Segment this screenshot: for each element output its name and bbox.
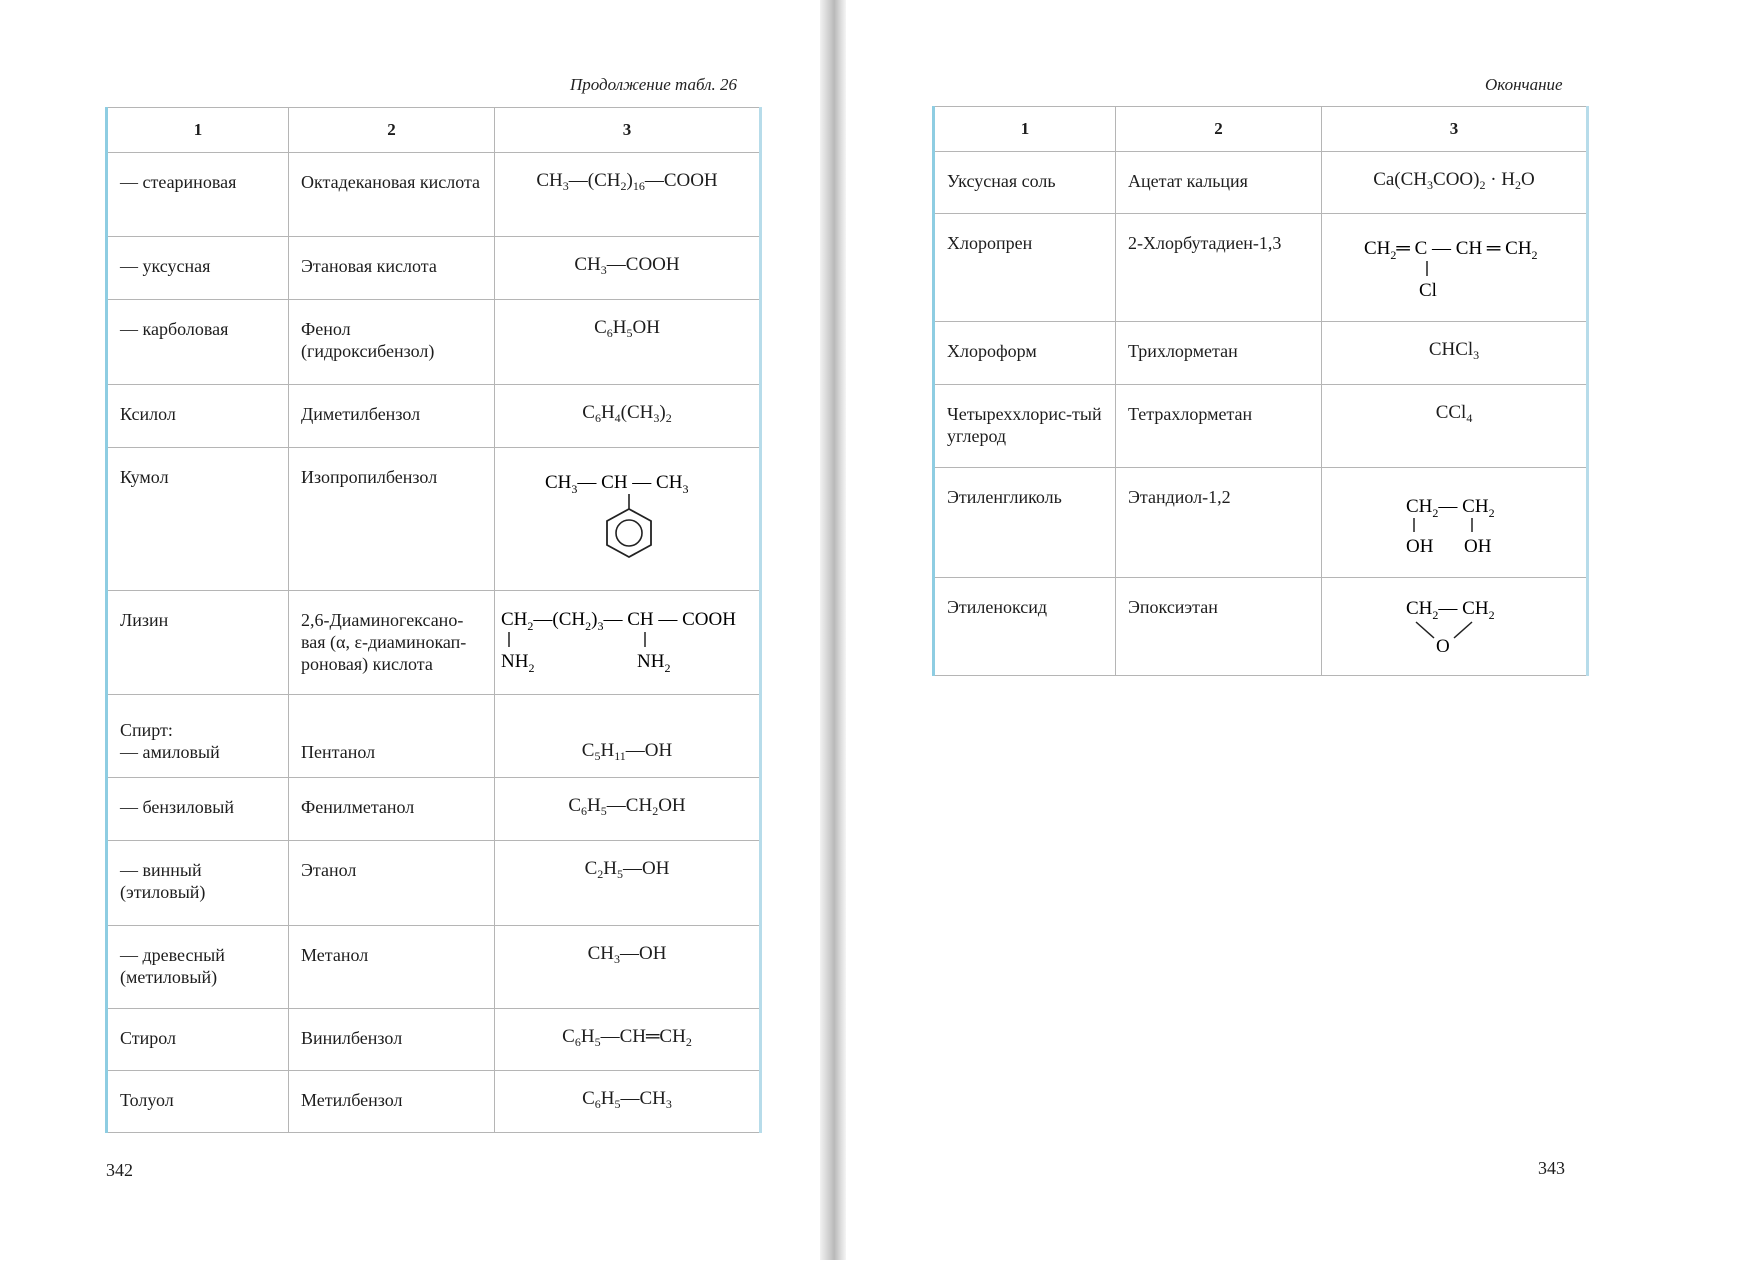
table-row [107,448,761,591]
trivial-name-cell: Хлороформ [934,322,1116,385]
systematic-name-cell: Этанол [289,841,495,926]
table-row [934,468,1588,578]
formula-cell: CCl$_4$ [1322,385,1588,468]
compounds-table-left [105,107,762,1133]
table-row [107,778,761,841]
systematic-name-cell: 2,6-Диаминогексано-вая (α, ε-диаминокап-роновая) кислота [289,591,495,695]
systematic-name-cell: Диметилбензол [289,385,495,448]
group-label: Спирт: [120,720,173,740]
trivial-name-cell: — бензиловый [107,778,289,841]
ethylene-glycol-structure [1384,480,1524,560]
systematic-name-cell: Тетрахлорметан [1116,385,1322,468]
svg-text:O: O [1436,636,1450,657]
systematic-name-cell: Метанол [289,926,495,1009]
systematic-name-cell: 2-Хлорбутадиен-1,3 [1116,214,1322,322]
table-row [934,322,1588,385]
column-header-1: 1 [107,108,289,153]
formula-cell: $Ca(CH_3COO)_2 \cdot H_2O$ [1322,152,1588,214]
svg-text:OH: OH [1464,536,1492,557]
column-header-1: 1 [934,107,1116,152]
formula-cell: $C_5H_{11}—OH$ [495,695,761,778]
trivial-name-cell: — стеариновая [107,153,289,237]
systematic-name-cell: Этановая кислота [289,237,495,300]
formula-cell: $C_6H_5—CH_3$ [495,1071,761,1133]
systematic-name-cell: Пентанол [289,695,495,778]
svg-text:CH2— CH2: $CH_2—$ $CH_2$ [1406,496,1495,520]
formula-cell [1322,214,1588,322]
svg-text:NH2: $NH_2$ [501,651,535,675]
table-continuation-caption: Продолжение табл. 26 [570,75,738,94]
trivial-name-cell: Лизин [107,591,289,695]
systematic-name-cell: Изопропилбензол [289,448,495,591]
compounds-table-right [932,106,1589,676]
trivial-name-cell: — древесный (метиловый) [107,926,289,1009]
lysine-structure [499,603,757,675]
cumene-structure [527,464,727,574]
formula-cell: $C_6H_4(CH_3)_2$ [495,385,761,448]
formula-cell: $CH_3—(CH_2)_{16}—COOH$ [495,153,761,237]
table-row [107,695,761,778]
systematic-name-cell: Этандиол-1,2 [1116,468,1322,578]
svg-text:CH2—(CH2)3— CH — COOH: $CH_2—(CH_2)_3—$ CH — COOH [501,609,736,633]
column-header-2: 2 [1116,107,1322,152]
page-number: 342 [106,1160,133,1180]
chloroprene-structure [1354,230,1554,300]
trivial-name-cell: Этиленгликоль [934,468,1116,578]
systematic-name-cell: Трихлорметан [1116,322,1322,385]
formula-cell [495,448,761,591]
systematic-name-cell: Ацетат кальция [1116,152,1322,214]
table-row [934,578,1588,676]
table-end-caption: Окончание [1485,75,1563,94]
formula-cell [495,591,761,695]
table-row [107,385,761,448]
column-header-3: 3 [1322,107,1588,152]
svg-text:CH2═ C — CH ═ CH2: $CH_2═$ C — CH ═ $CH_2$ [1364,238,1538,262]
svg-text:OH: OH [1406,536,1434,557]
formula-cell: $C_6H_5—CH═CH_2$ [495,1009,761,1071]
formula-cell: $CH_3—OH$ [495,926,761,1009]
trivial-name-cell: Четыреххлорис-тый углерод [934,385,1116,468]
table-row [107,1009,761,1071]
table-row [107,926,761,1009]
table-row [934,385,1588,468]
table-row [107,237,761,300]
trivial-name-cell: Толуол [107,1071,289,1133]
systematic-name-cell: Октадекановая кислота [289,153,495,237]
systematic-name-cell: Винилбензол [289,1009,495,1071]
trivial-name-cell: Ксилол [107,385,289,448]
trivial-name-cell: — карболовая [107,300,289,385]
ethylene-oxide-structure [1384,588,1524,658]
table-row [107,300,761,385]
trivial-name-cell: Этиленоксид [934,578,1116,676]
formula-cell: CHCl$_3$ [1322,322,1588,385]
column-header-3: 3 [495,108,761,153]
table-row [934,152,1588,214]
svg-text:Cl: Cl [1419,280,1437,300]
trivial-name-cell: Уксусная соль [934,152,1116,214]
formula-cell: $C_6H_5OH$ [495,300,761,385]
systematic-name-cell: Фенол (гидроксибензол) [289,300,495,385]
page-number: 343 [1538,1158,1565,1178]
formula-cell: $CH_3—COOH$ [495,237,761,300]
svg-text:CH3— CH — CH3: $CH_3—$ CH — $CH_3$ [545,472,689,496]
table-row [107,1071,761,1133]
table-header-row [107,108,761,153]
trivial-name-cell: Стирол [107,1009,289,1071]
systematic-name-cell: Эпоксиэтан [1116,578,1322,676]
trivial-name-cell: — уксусная [107,237,289,300]
table-row [107,591,761,695]
formula-cell [1322,468,1588,578]
table-header-row [934,107,1588,152]
svg-text:CH2— CH2: $CH_2—$ $CH_2$ [1406,598,1495,622]
trivial-name-cell: Хлоропрен [934,214,1116,322]
svg-text:NH2: $NH_2$ [637,651,671,675]
trivial-name-cell: — винный (этиловый) [107,841,289,926]
column-header-2: 2 [289,108,495,153]
trivial-name-cell [107,695,289,778]
trivial-name-cell: Кумол [107,448,289,591]
formula-cell [1322,578,1588,676]
formula-cell: $C_2H_5—OH$ [495,841,761,926]
table-row [934,214,1588,322]
trivial-name: — амиловый [120,742,220,762]
formula-cell: $C_6H_5—CH_2OH$ [495,778,761,841]
systematic-name-cell: Метилбензол [289,1071,495,1133]
left-page [0,0,860,1279]
systematic-name-cell: Фенилметанол [289,778,495,841]
table-row [107,153,761,237]
table-row [107,841,761,926]
